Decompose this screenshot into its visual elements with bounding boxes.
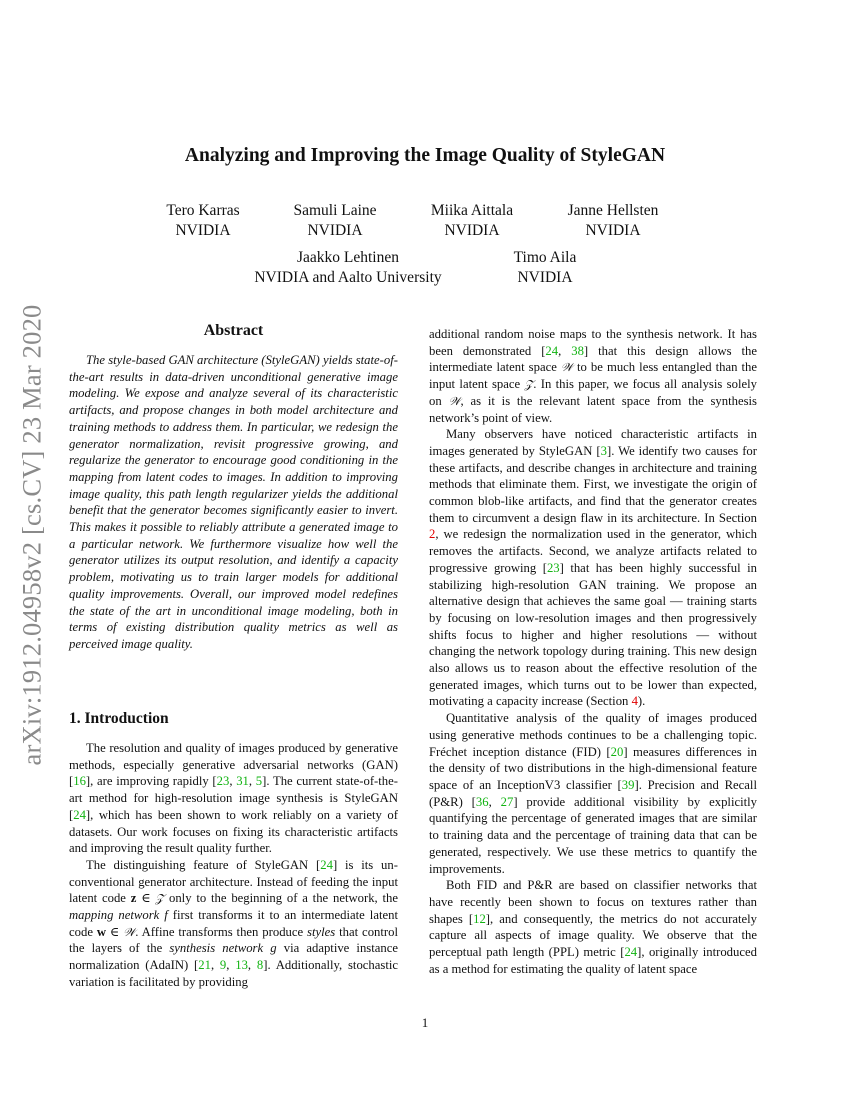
- intro-paragraph: The distinguishing feature of StyleGAN [24] is its unconventional generator architecture. Instead of feeding the input latent code z ∈ 𝒵 only to the beginning of a the network, the mapping network f first transforms it to an intermediate latent code w ∈ 𝒲. Affine transforms then produce styles that control the layers of the synthesis network g via adaptive instance normalization (AdaIN) [21, 9, 13, 8]. Additionally, stochastic variation is facilitated by providing: [69, 857, 399, 989]
- paper-title: Analyzing and Improving the Image Quality of StyleGAN: [184, 145, 666, 166]
- author-name: Miika Aittala: [430, 202, 514, 219]
- citation-link[interactable]: 23: [216, 774, 230, 789]
- author-block: [425, 248, 665, 288]
- intro-left-column: [69, 740, 398, 991]
- citation-link[interactable]: 24: [545, 343, 559, 358]
- math-symbol: ∈: [141, 891, 151, 906]
- math-symbol: g: [270, 941, 277, 956]
- intro-paragraph: Both FID and P&R are based on classifier networks that have recently been shown to focus on textures rather than shapes [12], and consequently, the metrics do not accurately capture all aspects of image quality. We observe that the perceptual path length (PPL) metric [24], originally introduced as a method for estimating the quality of latent space: [429, 878, 757, 976]
- intro-paragraph: Many observers have noticed characteristic artifacts in images generated by StyleGAN [3]. We identify two causes for these artifacts, and describe changes in architecture and training methods that eliminate them. First, we investigate the origin of common blob-like artifacts, and find that the generator creates them to circumvent a design flaw in its architecture. In Section 2, we redesign the normalization used in the generator, which removes the artifacts. Second, we analyze artifacts related to progressive growing [23] that has been highly successful in stabilizing high-resolution GAN training. We propose an alternative design that achieves the same goal — training starts by focusing on low-resolution images and then progressively shifts focus to higher and higher resolutions — without changing the network topology during training. This new design also allows us to reason about the effective resolution of the generated images, which turns out to be lower than expected, motivating a capacity increase (Section 4).: [429, 427, 757, 709]
- citation-link[interactable]: 36: [475, 794, 489, 809]
- author-affiliation: NVIDIA: [517, 269, 573, 286]
- citation-link[interactable]: 16: [73, 774, 86, 789]
- intro-paragraph: Quantitative analysis of the quality of images produced using generative methods continues to be a challenging topic. Fréchet inception distance (FID) [20] measures differences in the density of two distributions in the high-dimensional feature space of an InceptionV3 classifier [39]. Precision and Recall (P&R) [36, 27] provide additional visibility by explicitly quantifying the percentage of generated images that are similar to training data and the percentage of training data that can be generated, respectively. We use these metrics to quantify the improvements.: [429, 711, 758, 876]
- author-name: Jaakko Lehtinen: [296, 249, 399, 266]
- page-number: 1: [421, 1015, 429, 1030]
- author-affiliation: NVIDIA: [585, 222, 641, 239]
- math-symbol: 𝒲: [123, 924, 136, 939]
- citation-link[interactable]: 21: [198, 958, 211, 973]
- citation-link[interactable]: 38: [571, 343, 584, 358]
- intro-right-column: [429, 326, 757, 977]
- citation-link[interactable]: 27: [500, 794, 514, 809]
- citation-link[interactable]: 3: [600, 443, 607, 458]
- citation-link[interactable]: 9: [219, 958, 227, 973]
- abstract-text: The style-based GAN architecture (StyleGAN) yields state-of-the-art results in data-driven unconditional generative image modeling. We expose and analyze several of its characteristic artifacts, and propose changes in both model architecture and training methods to address them. In particular, we redesign the generator normalization, revisit progressive growing, and regularize the generator to encourage good conditioning in the mapping from latent codes to images. In addition to improving image quality, this path length regularizer yields the additional benefit that the generator becomes significantly easier to invert. This makes it possible to reliably attribute a generated image to a particular network. We furthermore visualize how well the generator utilizes its output resolution, and identify a capacity problem, motivating us to train larger models for additional quality improvements. Overall, our improved model redefines the state of the art in unconditional image modeling, both in terms of existing distribution quality metrics as well as perceived image quality.: [69, 353, 398, 651]
- citation-link[interactable]: 39: [621, 777, 635, 792]
- citation-link[interactable]: 13: [235, 958, 248, 973]
- citation-link[interactable]: 12: [473, 911, 486, 926]
- citation-link[interactable]: 8: [256, 958, 264, 973]
- author-affiliation: NVIDIA: [175, 222, 231, 239]
- intro-paragraph: additional random noise maps to the synthesis network. It has been demonstrated [24, 38] that this design allows the intermediate latent space 𝒲 to be much less entangled than the input latent space 𝒵. In this paper, we focus all analysis solely on 𝒲, as it is the relevant latent space from the synthesis network’s point of view.: [429, 327, 758, 425]
- math-symbol: ∈: [109, 924, 120, 939]
- author-name: Samuli Laine: [293, 202, 377, 219]
- math-symbol: 𝒲: [448, 393, 461, 408]
- math-symbol: f: [164, 908, 168, 923]
- author-affiliation: NVIDIA: [444, 222, 500, 239]
- citation-link[interactable]: 24: [73, 807, 86, 822]
- citation-link[interactable]: 23: [546, 560, 560, 575]
- author-affiliation: NVIDIA: [307, 222, 363, 239]
- section-link[interactable]: 4: [631, 694, 638, 709]
- author-name: Janne Hellsten: [567, 202, 659, 219]
- arxiv-sidebar: [12, 285, 52, 785]
- section-link[interactable]: 2: [429, 527, 436, 542]
- citation-link[interactable]: 24: [624, 945, 638, 960]
- intro-paragraph: The resolution and quality of images produced by generative methods, especially generative adversarial networks (GAN) [16], are improving rapidly [23, 31, 5]. The current state-of-the-art method for high-resolution image synthesis is StyleGAN [24], which has been shown to work reliably on a variety of datasets. Our work focuses on fixing its characteristic artifacts and improving the result quality further.: [69, 741, 398, 856]
- citation-link[interactable]: 31: [236, 774, 249, 789]
- math-symbol: 𝒲: [560, 360, 573, 375]
- citation-link[interactable]: 20: [610, 744, 624, 759]
- arxiv-identifier: arXiv:1912.04958v2 [cs.CV] 23 Mar 2020: [16, 304, 47, 766]
- math-symbol: 𝒵: [155, 891, 165, 906]
- author-name: Tero Karras: [166, 202, 240, 219]
- author-affiliation: NVIDIA and Aalto University: [254, 269, 442, 286]
- author-block: [493, 201, 733, 241]
- abstract-heading: Abstract: [203, 322, 264, 339]
- section-heading: 1. Introduction: [69, 710, 169, 727]
- citation-link[interactable]: 5: [255, 774, 263, 789]
- math-symbol: w: [96, 924, 107, 939]
- author-name: Timo Aila: [513, 249, 577, 266]
- math-symbol: 𝒵: [524, 377, 534, 392]
- math-symbol: z: [130, 891, 137, 906]
- citation-link[interactable]: 24: [320, 857, 333, 872]
